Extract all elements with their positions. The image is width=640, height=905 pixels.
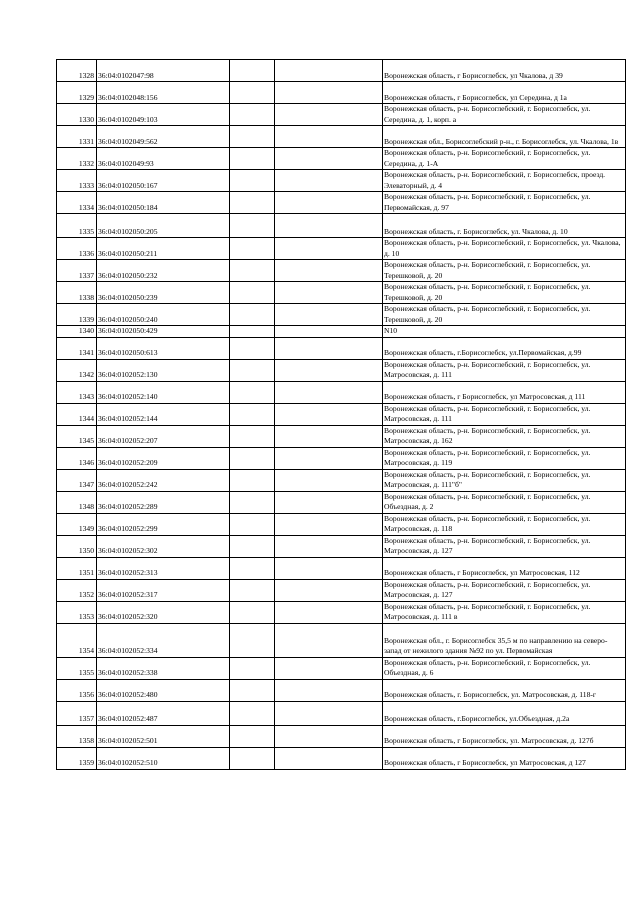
empty-cell xyxy=(275,170,383,192)
empty-cell xyxy=(275,579,383,601)
address-cell: Воронежская область, р-н. Борисоглебский, г. Борисоглебск, ул. Матросовская, д. 111 в xyxy=(383,601,626,623)
table-row xyxy=(57,148,626,170)
row-number-cell: 1347 xyxy=(57,469,97,491)
row-number-cell: 1341 xyxy=(57,337,97,359)
table-row xyxy=(57,282,626,304)
empty-cell xyxy=(230,359,275,381)
cadastral-number-cell: 36:04:0102052:299 xyxy=(97,513,230,535)
table-row xyxy=(57,701,626,725)
empty-cell xyxy=(275,148,383,170)
row-number-cell: 1356 xyxy=(57,679,97,701)
row-number-cell: 1359 xyxy=(57,747,97,769)
empty-cell xyxy=(230,82,275,104)
table-row xyxy=(57,679,626,701)
cadastral-number-cell: 36:04:0102052:242 xyxy=(97,469,230,491)
empty-cell xyxy=(230,491,275,513)
empty-cell xyxy=(275,60,383,82)
table-row xyxy=(57,82,626,104)
address-cell: Воронежская область, р-н. Борисоглебский, г. Борисоглебск, ул. Терешковой, д. 20 xyxy=(383,260,626,282)
empty-cell xyxy=(230,170,275,192)
empty-cell xyxy=(275,82,383,104)
address-cell: Воронежская область, р-н. Борисоглебский, г. Борисоглебск, ул. Терешковой, д. 20 xyxy=(383,282,626,304)
cadastral-number-cell: 36:04:0102052:320 xyxy=(97,601,230,623)
row-number-cell: 1350 xyxy=(57,535,97,557)
empty-cell xyxy=(275,282,383,304)
empty-cell xyxy=(230,126,275,148)
address-cell: Воронежская область, р-н. Борисоглебский, г. Борисоглебск, ул. Середина, д. 1-А xyxy=(383,148,626,170)
address-cell: Воронежская область, р-н. Борисоглебский, г. Борисоглебск, ул. Объездная, д. 2 xyxy=(383,491,626,513)
address-cell: N10 xyxy=(383,326,626,338)
table-row xyxy=(57,260,626,282)
table-row xyxy=(57,238,626,260)
empty-cell xyxy=(275,601,383,623)
empty-cell xyxy=(275,491,383,513)
empty-cell xyxy=(275,326,383,338)
cadastral-number-cell: 36:04:0102052:510 xyxy=(97,747,230,769)
row-number-cell: 1332 xyxy=(57,148,97,170)
address-cell: Воронежская область, г Борисоглебск, ул. Матросовская, д. 127б xyxy=(383,725,626,747)
address-cell: Воронежская область, р-н. Борисоглебский, г. Борисоглебск, ул. Середина, д. 1, корп. а xyxy=(383,104,626,126)
empty-cell xyxy=(230,579,275,601)
row-number-cell: 1358 xyxy=(57,725,97,747)
table-row xyxy=(57,513,626,535)
table-row xyxy=(57,326,626,338)
cadastral-number-cell: 36:04:0102052:317 xyxy=(97,579,230,601)
empty-cell xyxy=(230,747,275,769)
empty-cell xyxy=(230,623,275,657)
cadastral-number-cell: 36:04:0102052:144 xyxy=(97,403,230,425)
address-cell: Воронежская область, р-н. Борисоглебский, г. Борисоглебск, ул. Матросовская, д. 127 xyxy=(383,579,626,601)
table-row xyxy=(57,214,626,238)
row-number-cell: 1344 xyxy=(57,403,97,425)
cadastral-number-cell: 36:04:0102050:429 xyxy=(97,326,230,338)
address-cell: Воронежская область, р-н. Борисоглебский, г. Борисоглебск, ул. Матросовская, д. 111 xyxy=(383,359,626,381)
empty-cell xyxy=(230,447,275,469)
address-cell: Воронежская область, г Борисоглебск, ул Матросовская, 112 xyxy=(383,557,626,579)
table-row xyxy=(57,623,626,657)
address-cell: Воронежская область, р-н. Борисоглебский, г. Борисоглебск, проезд. Элеваторный, д. 4 xyxy=(383,170,626,192)
table-row xyxy=(57,469,626,491)
empty-cell xyxy=(275,126,383,148)
empty-cell xyxy=(275,535,383,557)
cadastral-number-cell: 36:04:0102050:167 xyxy=(97,170,230,192)
address-cell: Воронежская область, р-н. Борисоглебский, г. Борисоглебск, ул. Матросовская, д. 119 xyxy=(383,447,626,469)
row-number-cell: 1353 xyxy=(57,601,97,623)
cadastral-number-cell: 36:04:0102050:211 xyxy=(97,238,230,260)
cadastral-number-cell: 36:04:0102052:302 xyxy=(97,535,230,557)
empty-cell xyxy=(230,701,275,725)
address-cell: Воронежская область, г. Борисоглебск, ул. Матросовская, д. 118-г xyxy=(383,679,626,701)
row-number-cell: 1338 xyxy=(57,282,97,304)
row-number-cell: 1330 xyxy=(57,104,97,126)
cadastral-number-cell: 36:04:0102052:334 xyxy=(97,623,230,657)
empty-cell xyxy=(230,326,275,338)
address-cell: Воронежская область, р-н. Борисоглебский, г. Борисоглебск, ул. Матросовская, д. 111 xyxy=(383,403,626,425)
address-cell: Воронежская обл., Борисоглебский р-н., г. Борисоглебск, ул. Чкалова, 1в xyxy=(383,126,626,148)
address-cell: Воронежская область, г.Борисоглебск, ул.Объездная, д.2а xyxy=(383,701,626,725)
address-cell: Воронежская область, р-н. Борисоглебский, г. Борисоглебск, ул. Матросовская, д. 127 xyxy=(383,535,626,557)
address-cell: Воронежская область, г. Борисоглебск, ул. Чкалова, д. 10 xyxy=(383,214,626,238)
empty-cell xyxy=(230,104,275,126)
empty-cell xyxy=(230,381,275,403)
cadastral-number-cell: 36:04:0102052:207 xyxy=(97,425,230,447)
empty-cell xyxy=(230,238,275,260)
cadastral-number-cell: 36:04:0102052:140 xyxy=(97,381,230,403)
table-row xyxy=(57,60,626,82)
empty-cell xyxy=(275,747,383,769)
cadastral-number-cell: 36:04:0102048:156 xyxy=(97,82,230,104)
empty-cell xyxy=(275,657,383,679)
table-row xyxy=(57,557,626,579)
empty-cell xyxy=(230,337,275,359)
empty-cell xyxy=(230,304,275,326)
table-row xyxy=(57,192,626,214)
row-number-cell: 1343 xyxy=(57,381,97,403)
table-row xyxy=(57,170,626,192)
table-row xyxy=(57,725,626,747)
table-row xyxy=(57,359,626,381)
empty-cell xyxy=(275,214,383,238)
address-cell: Воронежская область, р-н. Борисоглебский, г. Борисоглебск, ул. Первомайская, д. 97 xyxy=(383,192,626,214)
address-cell: Воронежская область, р-н. Борисоглебский, г. Борисоглебск, ул. Объездная, д. 6 xyxy=(383,657,626,679)
cadastral-number-cell: 36:04:0102052:338 xyxy=(97,657,230,679)
table-row xyxy=(57,491,626,513)
empty-cell xyxy=(230,403,275,425)
empty-cell xyxy=(230,725,275,747)
empty-cell xyxy=(230,679,275,701)
address-cell: Воронежская область, р-н. Борисоглебский, г. Борисоглебск, ул. Матросовская, д. 162 xyxy=(383,425,626,447)
cadastral-number-cell: 36:04:0102052:480 xyxy=(97,679,230,701)
empty-cell xyxy=(230,60,275,82)
cadastral-number-cell: 36:04:0102052:313 xyxy=(97,557,230,579)
table-row xyxy=(57,104,626,126)
address-cell: Воронежская область, г Борисоглебск, ул Чкалова, д 39 xyxy=(383,60,626,82)
empty-cell xyxy=(275,513,383,535)
empty-cell xyxy=(230,282,275,304)
cadastral-number-cell: 36:04:0102050:205 xyxy=(97,214,230,238)
table-row xyxy=(57,381,626,403)
cadastral-number-cell: 36:04:0102050:613 xyxy=(97,337,230,359)
address-cell: Воронежская область, г Борисоглебск, ул Матросовская, д 111 xyxy=(383,381,626,403)
empty-cell xyxy=(230,657,275,679)
row-number-cell: 1333 xyxy=(57,170,97,192)
empty-cell xyxy=(230,214,275,238)
empty-cell xyxy=(275,403,383,425)
table-row xyxy=(57,126,626,148)
table-row xyxy=(57,447,626,469)
row-number-cell: 1329 xyxy=(57,82,97,104)
row-number-cell: 1355 xyxy=(57,657,97,679)
table-row xyxy=(57,337,626,359)
address-cell: Воронежская область, р-н. Борисоглебский, г. Борисоглебск, ул. Матросовская, д. 111"б" xyxy=(383,469,626,491)
address-cell: Воронежская область, р-н. Борисоглебский, г. Борисоглебск, ул. Терешковой, д. 20 xyxy=(383,304,626,326)
empty-cell xyxy=(230,192,275,214)
row-number-cell: 1335 xyxy=(57,214,97,238)
cadastral-number-cell: 36:04:0102050:184 xyxy=(97,192,230,214)
empty-cell xyxy=(275,701,383,725)
empty-cell xyxy=(275,238,383,260)
empty-cell xyxy=(275,192,383,214)
row-number-cell: 1346 xyxy=(57,447,97,469)
row-number-cell: 1337 xyxy=(57,260,97,282)
cadastral-number-cell: 36:04:0102050:239 xyxy=(97,282,230,304)
cadastral-number-cell: 36:04:0102052:487 xyxy=(97,701,230,725)
empty-cell xyxy=(275,104,383,126)
cadastral-number-cell: 36:04:0102052:289 xyxy=(97,491,230,513)
empty-cell xyxy=(275,425,383,447)
row-number-cell: 1342 xyxy=(57,359,97,381)
cadastral-number-cell: 36:04:0102052:501 xyxy=(97,725,230,747)
cadastral-number-cell: 36:04:0102049:562 xyxy=(97,126,230,148)
row-number-cell: 1354 xyxy=(57,623,97,657)
address-cell: Воронежская обл., г. Борисоглебск 35,5 м по направлению на северо-запад от нежилого здания №92 по ул. Первомайская xyxy=(383,623,626,657)
empty-cell xyxy=(230,513,275,535)
address-cell: Воронежская область, р-н. Борисоглебский, г. Борисоглебск, ул. Чкалова, д. 10 xyxy=(383,238,626,260)
row-number-cell: 1352 xyxy=(57,579,97,601)
table-row xyxy=(57,579,626,601)
row-number-cell: 1348 xyxy=(57,491,97,513)
table-row xyxy=(57,403,626,425)
empty-cell xyxy=(275,679,383,701)
cadastral-number-cell: 36:04:0102049:93 xyxy=(97,148,230,170)
empty-cell xyxy=(275,447,383,469)
cadastral-number-cell: 36:04:0102050:232 xyxy=(97,260,230,282)
row-number-cell: 1357 xyxy=(57,701,97,725)
cadastral-number-cell: 36:04:0102052:209 xyxy=(97,447,230,469)
empty-cell xyxy=(275,260,383,282)
cadastral-number-cell: 36:04:0102052:130 xyxy=(97,359,230,381)
empty-cell xyxy=(275,469,383,491)
empty-cell xyxy=(275,337,383,359)
table-row xyxy=(57,601,626,623)
registry-table xyxy=(56,59,626,770)
empty-cell xyxy=(230,260,275,282)
empty-cell xyxy=(230,469,275,491)
address-cell: Воронежская область, г Борисоглебск, ул Середина, д 1а xyxy=(383,82,626,104)
row-number-cell: 1349 xyxy=(57,513,97,535)
table-row xyxy=(57,535,626,557)
empty-cell xyxy=(275,359,383,381)
table-row xyxy=(57,425,626,447)
empty-cell xyxy=(230,148,275,170)
empty-cell xyxy=(275,725,383,747)
empty-cell xyxy=(230,535,275,557)
cadastral-number-cell: 36:04:0102047:98 xyxy=(97,60,230,82)
row-number-cell: 1336 xyxy=(57,238,97,260)
empty-cell xyxy=(275,381,383,403)
registry-table-body xyxy=(57,60,626,770)
table-row xyxy=(57,304,626,326)
empty-cell xyxy=(275,304,383,326)
empty-cell xyxy=(230,425,275,447)
cadastral-number-cell: 36:04:0102050:240 xyxy=(97,304,230,326)
row-number-cell: 1328 xyxy=(57,60,97,82)
row-number-cell: 1345 xyxy=(57,425,97,447)
empty-cell xyxy=(275,623,383,657)
row-number-cell: 1339 xyxy=(57,304,97,326)
address-cell: Воронежская область, г.Борисоглебск, ул.Первомайская, д.99 xyxy=(383,337,626,359)
row-number-cell: 1334 xyxy=(57,192,97,214)
row-number-cell: 1331 xyxy=(57,126,97,148)
address-cell: Воронежская область, г Борисоглебск, ул Матросовская, д 127 xyxy=(383,747,626,769)
empty-cell xyxy=(230,557,275,579)
row-number-cell: 1340 xyxy=(57,326,97,338)
table-row xyxy=(57,747,626,769)
address-cell: Воронежская область, р-н. Борисоглебский, г. Борисоглебск, ул. Матросовская, д. 118 xyxy=(383,513,626,535)
row-number-cell: 1351 xyxy=(57,557,97,579)
empty-cell xyxy=(230,601,275,623)
table-row xyxy=(57,657,626,679)
cadastral-number-cell: 36:04:0102049:103 xyxy=(97,104,230,126)
empty-cell xyxy=(275,557,383,579)
